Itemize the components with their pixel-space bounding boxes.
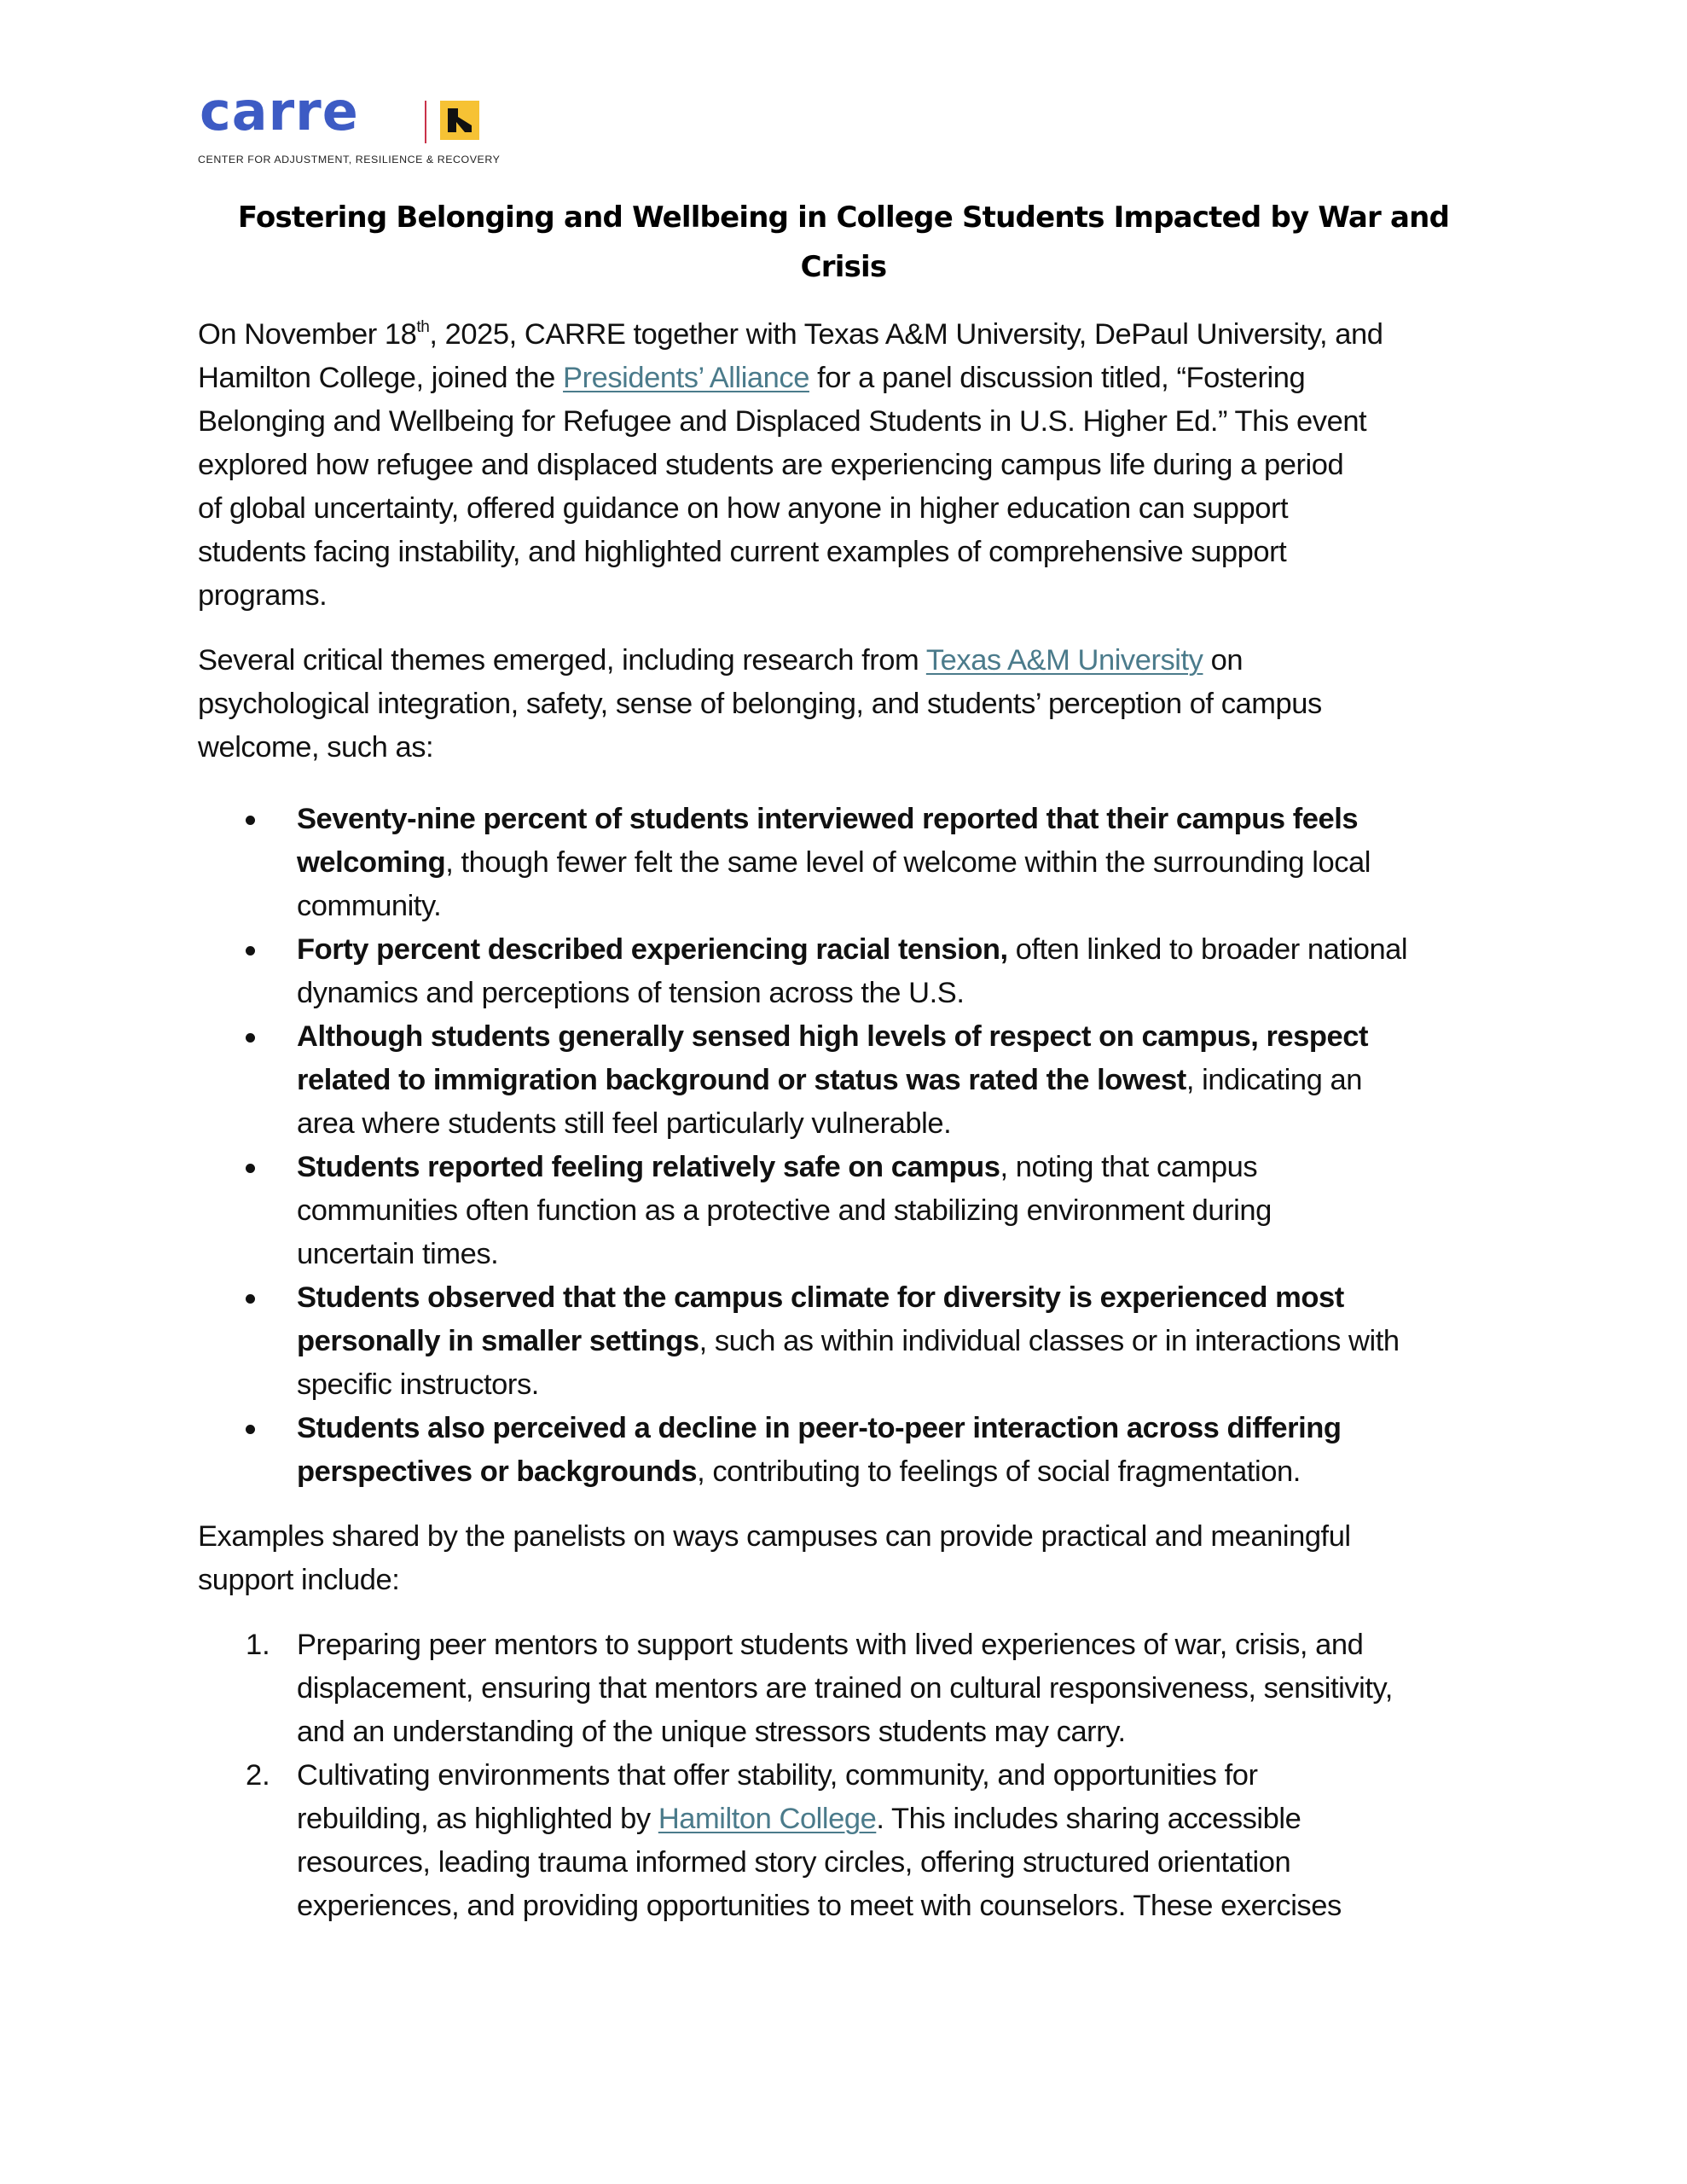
intro-line: Hamilton College, joined the Presidents’ Alliance for a panel discussion titled, “Fostering	[198, 362, 1306, 394]
irc-arrow-icon	[440, 101, 479, 140]
page-title	[154, 193, 1533, 292]
examples-line: Examples shared by the panelists on ways campuses can provide practical and meaningful	[198, 1520, 1351, 1553]
bullet-icon	[246, 816, 255, 825]
title-line-1: Fostering Belonging and Wellbeing in College Students Impacted by War and	[237, 200, 1450, 235]
bullet-icon	[246, 946, 255, 956]
intro-line: Belonging and Wellbeing for Refugee and Displaced Students in U.S. Higher Ed.” This event	[198, 405, 1367, 438]
bullet-icon	[246, 1425, 255, 1434]
presidents-alliance-link[interactable]: Presidents’ Alliance	[563, 362, 809, 394]
intro-line: of global uncertainty, offered guidance on how anyone in higher education can support	[198, 492, 1289, 525]
document-page: carre CENTER FOR ADJUSTMENT, RESILIENCE & RECOVERY Fostering Belonging and Wellbeing in College Students Impacted by War and Crisis On November 18th, 2025, CARRE together with Texas A&M University, DePaul University, and Hamilton College, joined the Presidents’ Alliance for a panel discussion titled, “Fostering Belonging and Wellbeing for Refugee and Displaced Students in U.S. Higher Ed.” This event explored how refugee and displaced students are experiencing campus life during a period of global uncertainty, offered guidance on how anyone in higher education can support students facing instability, and highlighted current examples of comprehensive support programs. Several critical themes emerged, including research from Texas A&M University on psychological integration, safety, sense of belonging, and students’ perception of campus welcome, such as: Seventy-nine percent of students interviewed reported that their campus feels welcoming, though fewer felt the same level of welcome within the surrounding local community. Forty percent described experiencing racial tension, often linked to broader national dynamics and perceptions of tension across the U.S. Although students generally sensed high levels of respect on campus, respect related to immigration background or status was rated the lowest, indicating an area where students still feel particularly vulnerable. Students reported feeling relatively safe on campus, noting that campus communities often function as a protective and stabilizing environment during uncertain times. Students observed that the campus climate for diversity is experienced most personally in smaller settings, such as within individual classes or in interactions with specific instructors. Students also perceived a decline in peer-to-peer interaction across differing perspectives or backgrounds, contributing to feelings of social fragmentation. Examples shared by the panelists on ways campuses can provide practical and meaningful support include: 1. Preparing peer mentors to support students with lived experiences of war, crisis, and displacement, ensuring that mentors are trained on cultural responsiveness, sensitivity, and an understanding of the unique stressors students may carry. 2. Cultivating environments that offer stability, community, and opportunities for rebuilding, as highlighted by Hamilton College. This includes sharing accessible resources, leading trauma informed story circles, offering structured orientation experiences, and providing opportunities to meet with counselors. These exercises	[0, 0, 1687, 2184]
bullet-icon	[246, 1294, 255, 1304]
title-line-2: Crisis	[800, 250, 887, 284]
ordinal-suffix: th	[416, 318, 430, 336]
logo-wordmark: carre	[200, 80, 359, 142]
themes-line: Several critical themes emerged, including research from Texas A&M University on	[198, 644, 1244, 677]
intro-line: On November 18th, 2025, CARRE together with Texas A&M University, DePaul University, and	[198, 318, 1383, 351]
hamilton-college-link[interactable]: Hamilton College	[658, 1803, 877, 1835]
themes-line: psychological integration, safety, sense of belonging, and students’ perception of campus	[198, 688, 1322, 720]
list-number: 2.	[246, 1759, 270, 1792]
carre-logo	[198, 80, 505, 169]
texas-am-link[interactable]: Texas A&M University	[925, 644, 1203, 677]
intro-line: programs.	[198, 579, 328, 612]
examples-line: support include:	[198, 1564, 400, 1596]
list-number: 1.	[246, 1629, 270, 1661]
themes-line: welcome, such as:	[198, 731, 434, 764]
bullet-icon	[246, 1164, 255, 1173]
intro-line: explored how refugee and displaced students are experiencing campus life during a period	[198, 449, 1344, 481]
logo-divider	[425, 101, 426, 143]
intro-line: students facing instability, and highlighted current examples of comprehensive support	[198, 536, 1287, 568]
bullet-icon	[246, 1033, 255, 1043]
logo-tagline: CENTER FOR ADJUSTMENT, RESILIENCE & RECOVERY	[198, 154, 501, 166]
